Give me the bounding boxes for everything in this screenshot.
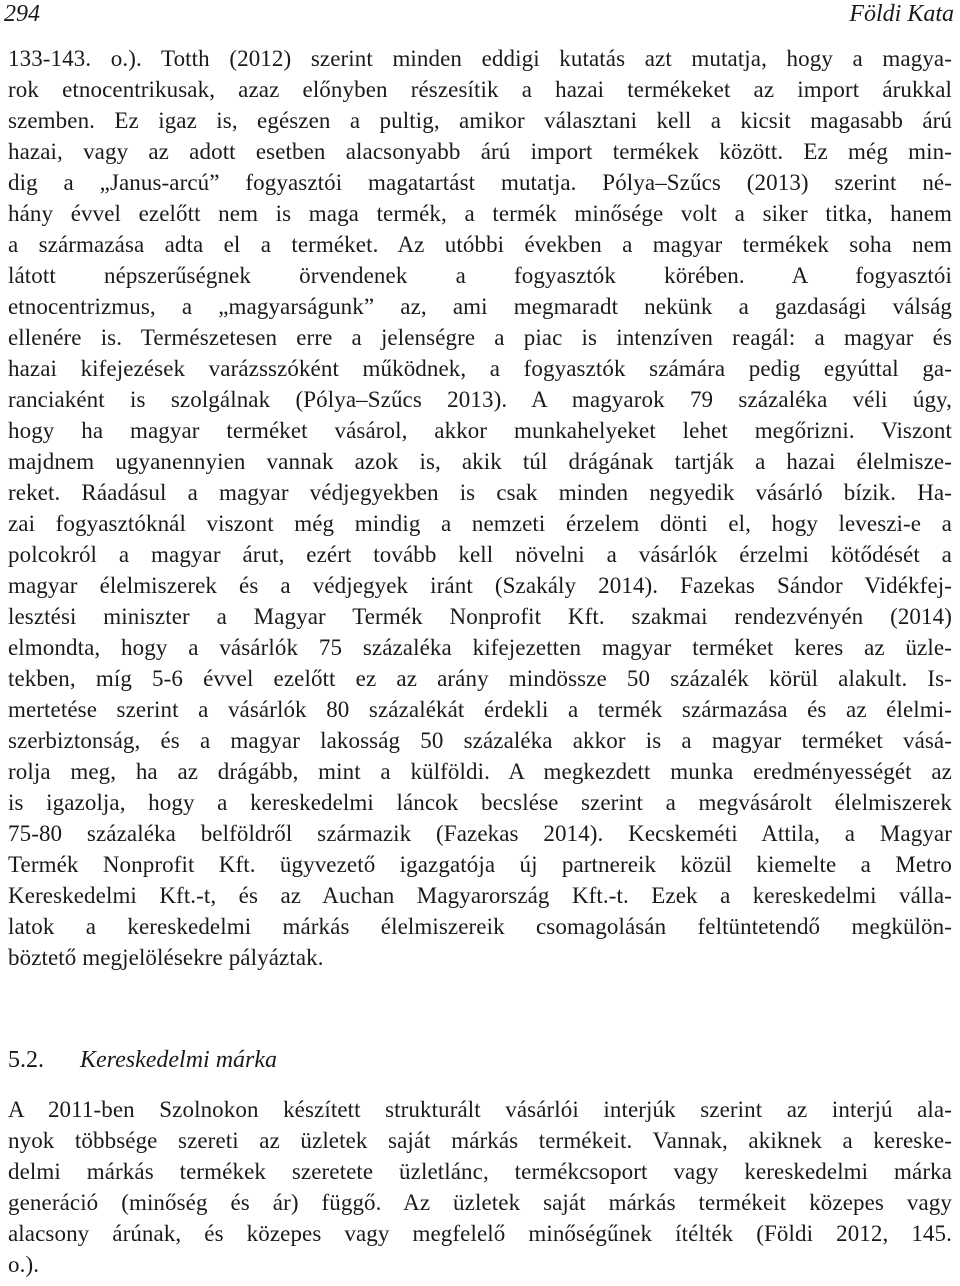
text-line: majdnem ugyanennyien vannak azok is, akik túl drágának tartják a hazai élelmisze- xyxy=(8,449,952,474)
section-heading xyxy=(8,1044,277,1076)
text-line: alacsony árúnak, és közepes vagy megfelelő minőségűnek ítélték (Földi 2012, 145. xyxy=(8,1221,952,1246)
section-number: 5.2. xyxy=(8,1047,44,1073)
text-line: elmondta, hogy a vásárlók 75 százaléka kifejezetten magyar terméket keres az üzle- xyxy=(8,635,952,660)
text-line: a származása adta el a terméket. Az utóbbi években a magyar termékek soha nem xyxy=(8,232,952,257)
running-header-author: Földi Kata xyxy=(849,1,954,27)
text-line: rolja meg, ha az drágább, mint a külföldi. A megkezdett munka eredményességét az xyxy=(8,759,952,784)
text-line: zai fogyasztóknál viszont még mindig a nemzeti érzelem dönti el, hogy leveszi-e a xyxy=(8,511,952,536)
text-line: szemben. Ez igaz is, egészen a pultig, amikor választani kell a kicsit magasabb árú xyxy=(8,108,952,133)
text-line: o.). xyxy=(8,1252,40,1277)
text-line: Termék Nonprofit Kft. ügyvezető igazgatója új partnereik közül kiemelte a Metro xyxy=(8,852,952,877)
text-line: delmi márkás termékek szeretete üzletlánc, termékcsoport vagy kereskedelmi márka xyxy=(8,1159,952,1184)
text-line: ranciaként is szolgálnak (Pólya–Szűcs 2013). A magyarok 79 százaléka véli úgy, xyxy=(8,387,952,412)
text-line: reket. Ráadásul a magyar védjegyekben is csak minden negyedik vásárló bízik. Ha- xyxy=(8,480,952,505)
text-line: hazai kifejezések varázsszóként működnek, a fogyasztók számára pedig egyúttal ga- xyxy=(8,356,952,381)
text-line: magyar élelmiszerek és a védjegyek iránt (Szakály 2014). Fazekas Sándor Vidékfej- xyxy=(8,573,952,598)
text-line: tekben, míg 5-6 évvel ezelőtt ez az arány mindössze 50 százalék körül alakult. Is- xyxy=(8,666,952,691)
text-line: lesztési miniszter a Magyar Termék Nonprofit Kft. szakmai rendezvényén (2014) xyxy=(8,604,952,629)
text-line: A 2011-ben Szolnokon készített strukturált vásárlói interjúk szerint az interjú ala- xyxy=(8,1097,952,1122)
text-line: rok etnocentrikusak, azaz előnyben részesítik a hazai termékeket az import árukkal xyxy=(8,77,952,102)
text-line: dig a „Janus-arcú” fogyasztói magatartást mutatja. Pólya–Szűcs (2013) szerint né- xyxy=(8,170,952,195)
running-header xyxy=(4,0,954,34)
text-line: hány évvel ezelőtt nem is maga termék, a termék minősége volt a siker titka, hanem xyxy=(8,201,952,226)
text-line: generáció (minőség és ár) függő. Az üzletek saját márkás termékeit közepes vagy xyxy=(8,1190,952,1215)
text-line: Kereskedelmi Kft.-t, és az Auchan Magyarország Kft.-t. Ezek a kereskedelmi válla- xyxy=(8,883,952,908)
text-line: szerbiztonság, és a magyar lakosság 50 százaléka akkor is a magyar terméket vásá- xyxy=(8,728,952,753)
text-line: 133-143. o.). Totth (2012) szerint minden eddigi kutatás azt mutatja, hogy a magya- xyxy=(8,46,952,71)
text-line: látott népszerűségnek örvendenek a fogyasztók körében. A fogyasztói xyxy=(8,263,952,288)
text-line: nyok többsége szereti az üzletek saját márkás termékeit. Vannak, akiknek a kereske- xyxy=(8,1128,952,1153)
text-line: etnocentrizmus, a „magyarságunk” az, ami megmaradt nekünk a gazdasági válság xyxy=(8,294,952,319)
text-line: ellenére is. Természetesen erre a jelenségre a piac is intenzíven reagál: a magyar és xyxy=(8,325,952,350)
text-line: is igazolja, hogy a kereskedelmi láncok becslése szerint a megvásárolt élelmiszerek xyxy=(8,790,952,815)
page-number: 294 xyxy=(4,1,40,27)
text-line: böztető megjelölésekre pályáztak. xyxy=(8,945,324,970)
text-line: mertetése szerint a vásárlók 80 százalékát érdekli a termék származása és az élelmi- xyxy=(8,697,952,722)
section-title: Kereskedelmi márka xyxy=(80,1047,278,1073)
text-line: polcokról a magyar árut, ezért tovább kell növelni a vásárlók érzelmi kötődését a xyxy=(8,542,952,567)
text-line: 75-80 százaléka belföldről származik (Fazekas 2014). Kecskeméti Attila, a Magyar xyxy=(8,821,952,846)
text-line: hazai, vagy az adott esetben alacsonyabb árú import termékek között. Ez még min- xyxy=(8,139,952,164)
text-line: latok a kereskedelmi márkás élelmiszereik csomagolásán feltüntetendő megkülön- xyxy=(8,914,952,939)
text-line: hogy ha magyar terméket vásárol, akkor munkahelyeket lehet megőrizni. Viszont xyxy=(8,418,952,443)
